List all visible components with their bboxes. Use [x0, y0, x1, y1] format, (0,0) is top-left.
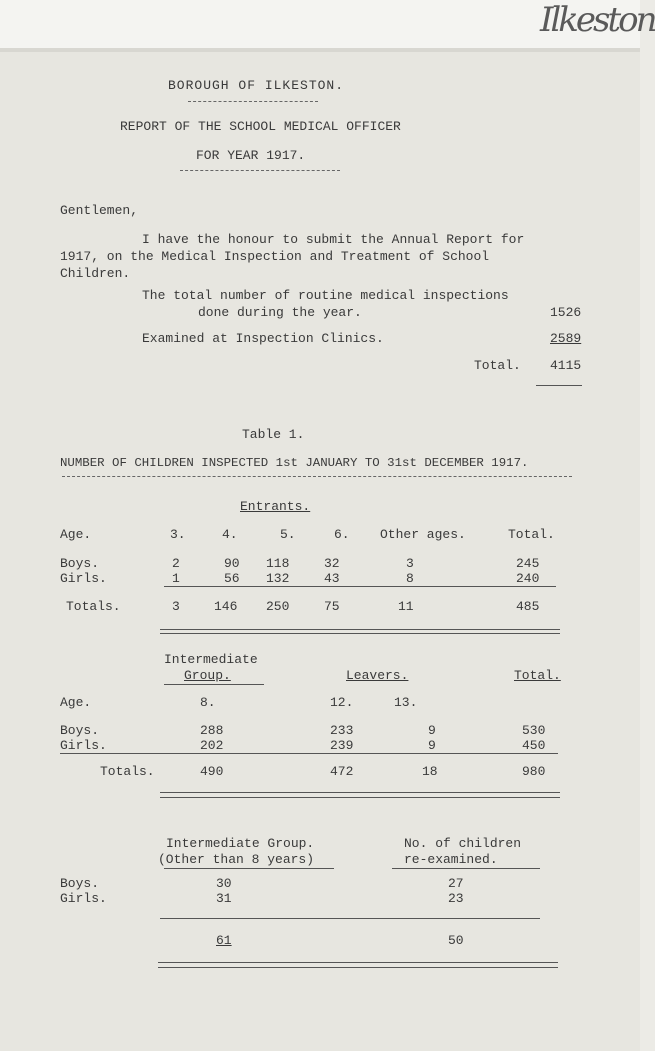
clinics-value: 2589 — [550, 331, 582, 346]
table-cell: 2 — [172, 556, 180, 571]
page-fold — [0, 48, 640, 52]
total-cell: 11 — [398, 599, 414, 614]
divider — [60, 753, 558, 754]
table-cell: 43 — [324, 571, 340, 586]
column-header: Other ages. — [380, 527, 466, 542]
table-cell: 202 — [200, 738, 224, 753]
total-cell: 61 — [216, 933, 232, 948]
routine-label: done during the year. — [198, 305, 362, 320]
total-cell: 75 — [324, 599, 340, 614]
reexam-heading: re-examined. — [404, 852, 498, 867]
table-cell: 3 — [406, 556, 414, 571]
row-label: Girls. — [60, 891, 107, 906]
year-heading: FOR YEAR 1917. — [196, 148, 306, 163]
column-header: 8. — [200, 695, 216, 710]
row-label: Boys. — [60, 876, 100, 891]
age-label: Age. — [60, 695, 92, 710]
table-cell: 239 — [330, 738, 354, 753]
row-label: Girls. — [60, 571, 107, 586]
leavers-heading: Leavers. — [346, 668, 409, 683]
borough-heading: BOROUGH OF ILKESTON. — [168, 78, 345, 93]
intermediate-heading: Group. — [184, 668, 231, 683]
table-cell: 118 — [266, 556, 290, 571]
total-value: 4115 — [550, 358, 582, 373]
total-cell: 472 — [330, 764, 354, 779]
table-cell: 240 — [516, 571, 540, 586]
total-cell: 250 — [266, 599, 290, 614]
table-cell: 288 — [200, 723, 224, 738]
table-cell: 450 — [522, 738, 546, 753]
total-cell: 485 — [516, 599, 540, 614]
letter-line: 1917, on the Medical Inspection and Treatment of School — [60, 249, 490, 264]
divider — [188, 101, 318, 102]
total-cell: 490 — [200, 764, 224, 779]
divider — [160, 918, 540, 919]
divider — [164, 586, 556, 587]
age-label: Age. — [60, 527, 92, 542]
divider — [180, 170, 340, 171]
table-cell: 32 — [324, 556, 340, 571]
column-header: 4. — [222, 527, 238, 542]
column-header: 5. — [280, 527, 296, 542]
letter-line: Children. — [60, 266, 131, 281]
entrants-heading: Entrants. — [240, 499, 311, 514]
letter-line: I have the honour to submit the Annual Report for — [142, 232, 525, 247]
row-label: Boys. — [60, 723, 100, 738]
routine-label: The total number of routine medical inspections — [142, 288, 509, 303]
column-header: 3. — [170, 527, 186, 542]
divider — [62, 476, 572, 477]
column-header: 6. — [334, 527, 350, 542]
table-cell: 90 — [224, 556, 240, 571]
totals-label: Totals. — [100, 764, 155, 779]
divider — [160, 792, 560, 793]
table-cell: 31 — [216, 891, 232, 906]
table-cell: 23 — [448, 891, 464, 906]
total-cell: 146 — [214, 599, 238, 614]
total-heading: Total. — [514, 668, 561, 683]
handwritten-signature: Ilkeston — [540, 0, 655, 40]
table-cell: 530 — [522, 723, 546, 738]
divider — [164, 868, 334, 869]
reexam-heading: No. of children — [404, 836, 522, 851]
column-header: 12. — [330, 695, 354, 710]
table-title: Table 1. — [242, 427, 305, 442]
table-cell: 30 — [216, 876, 232, 891]
table-cell: 8 — [406, 571, 414, 586]
table-subtitle: NUMBER OF CHILDREN INSPECTED 1st JANUARY TO 31st DECEMBER 1917. — [60, 456, 529, 470]
divider — [392, 868, 540, 869]
total-cell: 18 — [422, 764, 438, 779]
divider — [158, 962, 558, 963]
total-cell: 980 — [522, 764, 546, 779]
reexam-heading: Intermediate Group. — [166, 836, 315, 851]
table-cell: 245 — [516, 556, 540, 571]
row-label: Boys. — [60, 556, 100, 571]
divider — [160, 629, 560, 630]
table-cell: 9 — [428, 738, 436, 753]
report-heading: REPORT OF THE SCHOOL MEDICAL OFFICER — [120, 119, 401, 134]
divider — [164, 684, 264, 685]
table-cell: 233 — [330, 723, 354, 738]
table-cell: 27 — [448, 876, 464, 891]
totals-label: Totals. — [66, 599, 121, 614]
clinics-label: Examined at Inspection Clinics. — [142, 331, 384, 346]
routine-value: 1526 — [550, 305, 582, 320]
intermediate-heading: Intermediate — [164, 652, 258, 667]
divider — [160, 797, 560, 798]
reexam-heading: (Other than 8 years) — [158, 852, 315, 867]
table-cell: 132 — [266, 571, 290, 586]
row-label: Girls. — [60, 738, 107, 753]
table-cell: 1 — [172, 571, 180, 586]
table-cell: 56 — [224, 571, 240, 586]
total-label: Total. — [474, 358, 521, 373]
divider — [160, 633, 560, 634]
table-cell: 9 — [428, 723, 436, 738]
total-cell: 3 — [172, 599, 180, 614]
column-header: Total. — [508, 527, 555, 542]
divider — [158, 967, 558, 968]
divider — [536, 385, 582, 386]
salutation: Gentlemen, — [60, 203, 139, 218]
total-cell: 50 — [448, 933, 464, 948]
column-header: 13. — [394, 695, 418, 710]
